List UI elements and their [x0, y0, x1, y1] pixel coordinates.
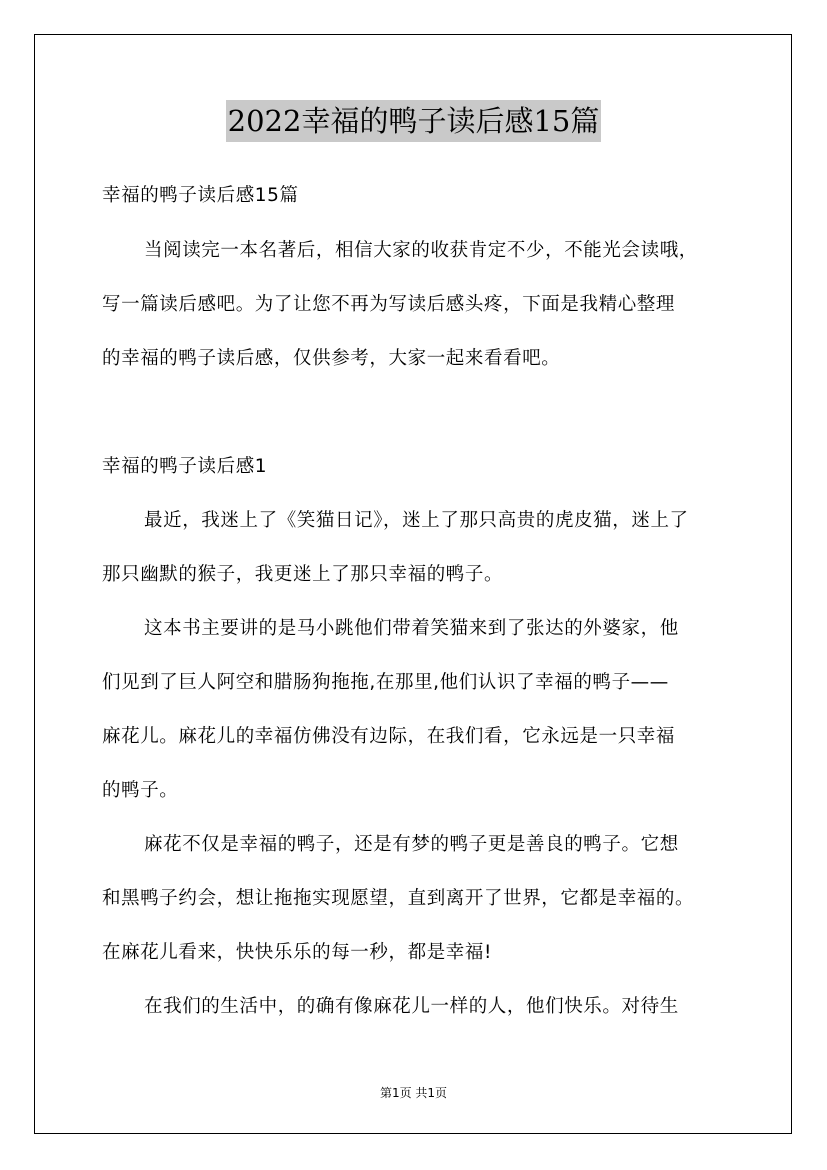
body-line: 麻花不仅是幸福的鸭子，还是有梦的鸭子更是善良的鸭子。它想: [144, 834, 679, 855]
page-footer: 第1页 共1页: [379, 1086, 448, 1100]
subtitle: 幸福的鸭子读后感15篇: [102, 185, 299, 206]
body-line: 这本书主要讲的是马小跳他们带着笑猫来到了张达的外婆家，他: [144, 618, 679, 639]
body-line: 们见到了巨人阿空和腊肠狗拖拖,在那里,他们认识了幸福的鸭子——: [102, 672, 669, 693]
intro-line: 写一篇读后感吧。为了让您不再为写读后感头疼，下面是我精心整理: [102, 294, 676, 315]
section-heading: 幸福的鸭子读后感1: [102, 456, 268, 477]
body-line: 那只幽默的猴子，我更迷上了那只幸福的鸭子。: [102, 564, 504, 585]
document-title: 2022幸福的鸭子读后感15篇: [226, 100, 602, 142]
intro-line: 的幸福的鸭子读后感，仅供参考，大家一起来看看吧。: [102, 348, 561, 369]
intro-line: 当阅读完一本名著后，相信大家的收获肯定不少，不能光会读哦，: [144, 240, 698, 261]
body-line: 最近，我迷上了《笑猫日记》，迷上了那只高贵的虎皮猫，迷上了: [144, 510, 689, 531]
body-line: 麻花儿。麻花儿的幸福仿佛没有边际，在我们看，它永远是一只幸福: [102, 726, 676, 747]
body-line: 的鸭子。: [102, 780, 179, 801]
title-container: [0, 100, 827, 142]
body-line: 在我们的生活中，的确有像麻花儿一样的人，他们快乐。对待生: [144, 996, 679, 1017]
body-line: 在麻花儿看来，快快乐乐的每一秒，都是幸福!: [102, 942, 493, 963]
body-line: 和黑鸭子约会，想让拖拖实现愿望，直到离开了世界，它都是幸福的。: [102, 888, 695, 909]
